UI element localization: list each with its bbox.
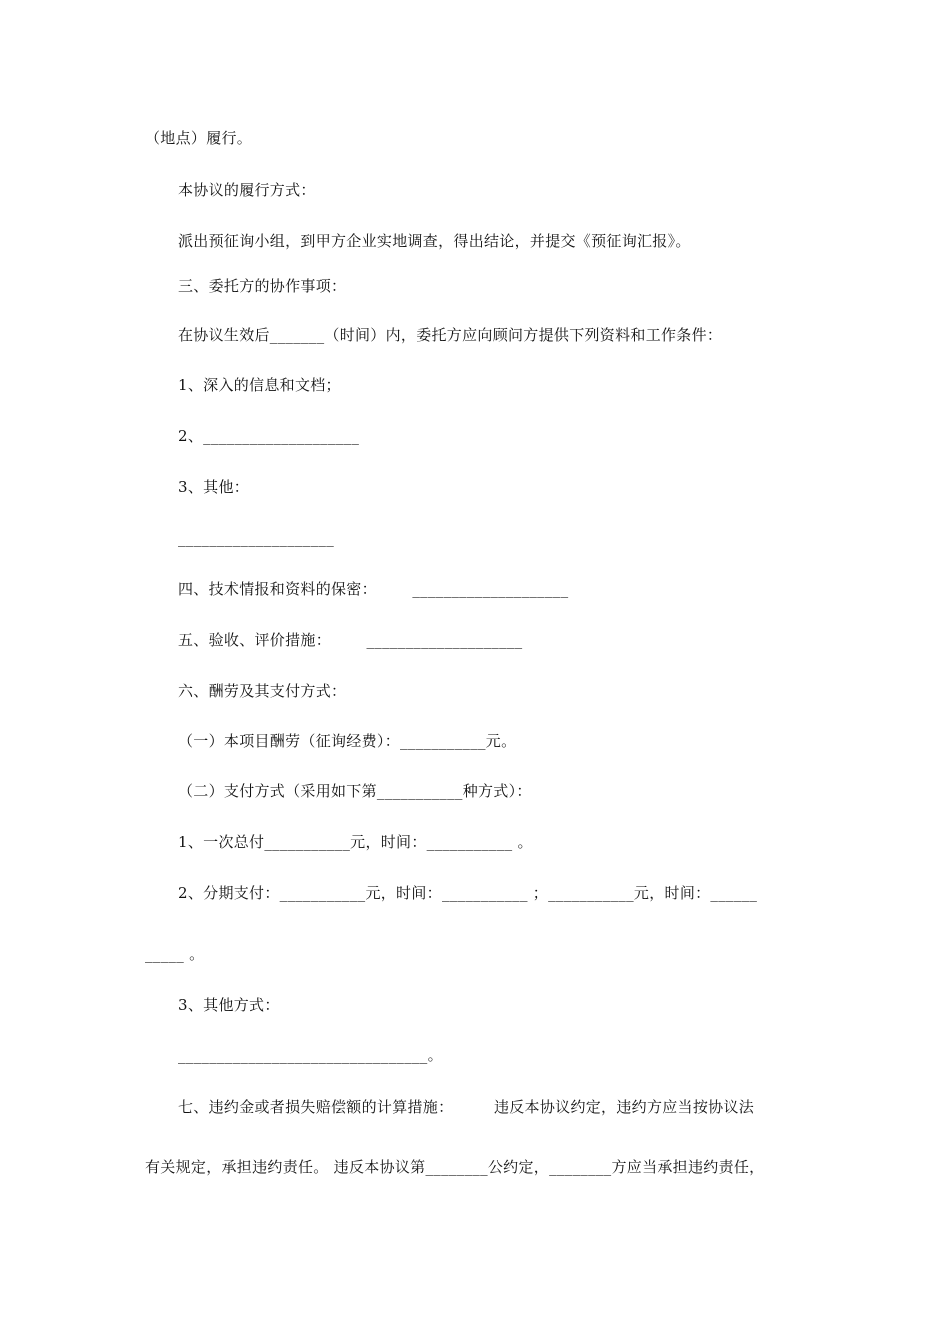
text-line: ________________________________。	[178, 1046, 443, 1064]
text-line: _____ 。	[145, 945, 205, 963]
text-line: 有关规定，承担违约责任。 违反本协议第________公约定，________方应当承担违约责任，	[145, 1158, 765, 1176]
text-line: 2、____________________	[178, 427, 360, 445]
text-line: 在协议生效后_______（时间）内，委托方应向顾问方提供下列资料和工作条件：	[178, 326, 723, 344]
text-line: 六、酬劳及其支付方式：	[178, 682, 347, 700]
text-line: 三、委托方的协作事项：	[178, 277, 347, 295]
text-line: ____________________	[178, 529, 334, 547]
text-line: 五、验收、评价措施： ____________________	[178, 631, 523, 649]
text-line: 1、深入的信息和文档；	[178, 376, 341, 394]
text-line: 3、其他：	[178, 478, 250, 496]
text-line: 本协议的履行方式：	[178, 181, 316, 199]
text-line: 派出预征询小组，到甲方企业实地调查，得出结论，并提交《预征询汇报》。	[178, 232, 691, 250]
text-line: 七、违约金或者损失赔偿额的计算措施： 违反本协议约定，违约方应当按协议法	[178, 1098, 755, 1116]
text-line: 2、分期支付：___________元，时间：___________ ；___________元，时间：______	[178, 884, 758, 902]
text-line: （一）本项目酬劳（征询经费）：___________元。	[178, 732, 517, 750]
text-line: （地点）履行。	[145, 129, 253, 147]
text-line: （二）支付方式（采用如下第___________种方式）：	[178, 782, 532, 800]
text-line: 四、技术情报和资料的保密： ____________________	[178, 580, 569, 598]
text-line: 1、一次总付___________元，时间：___________ 。	[178, 833, 533, 851]
text-line: 3、其他方式：	[178, 996, 280, 1014]
